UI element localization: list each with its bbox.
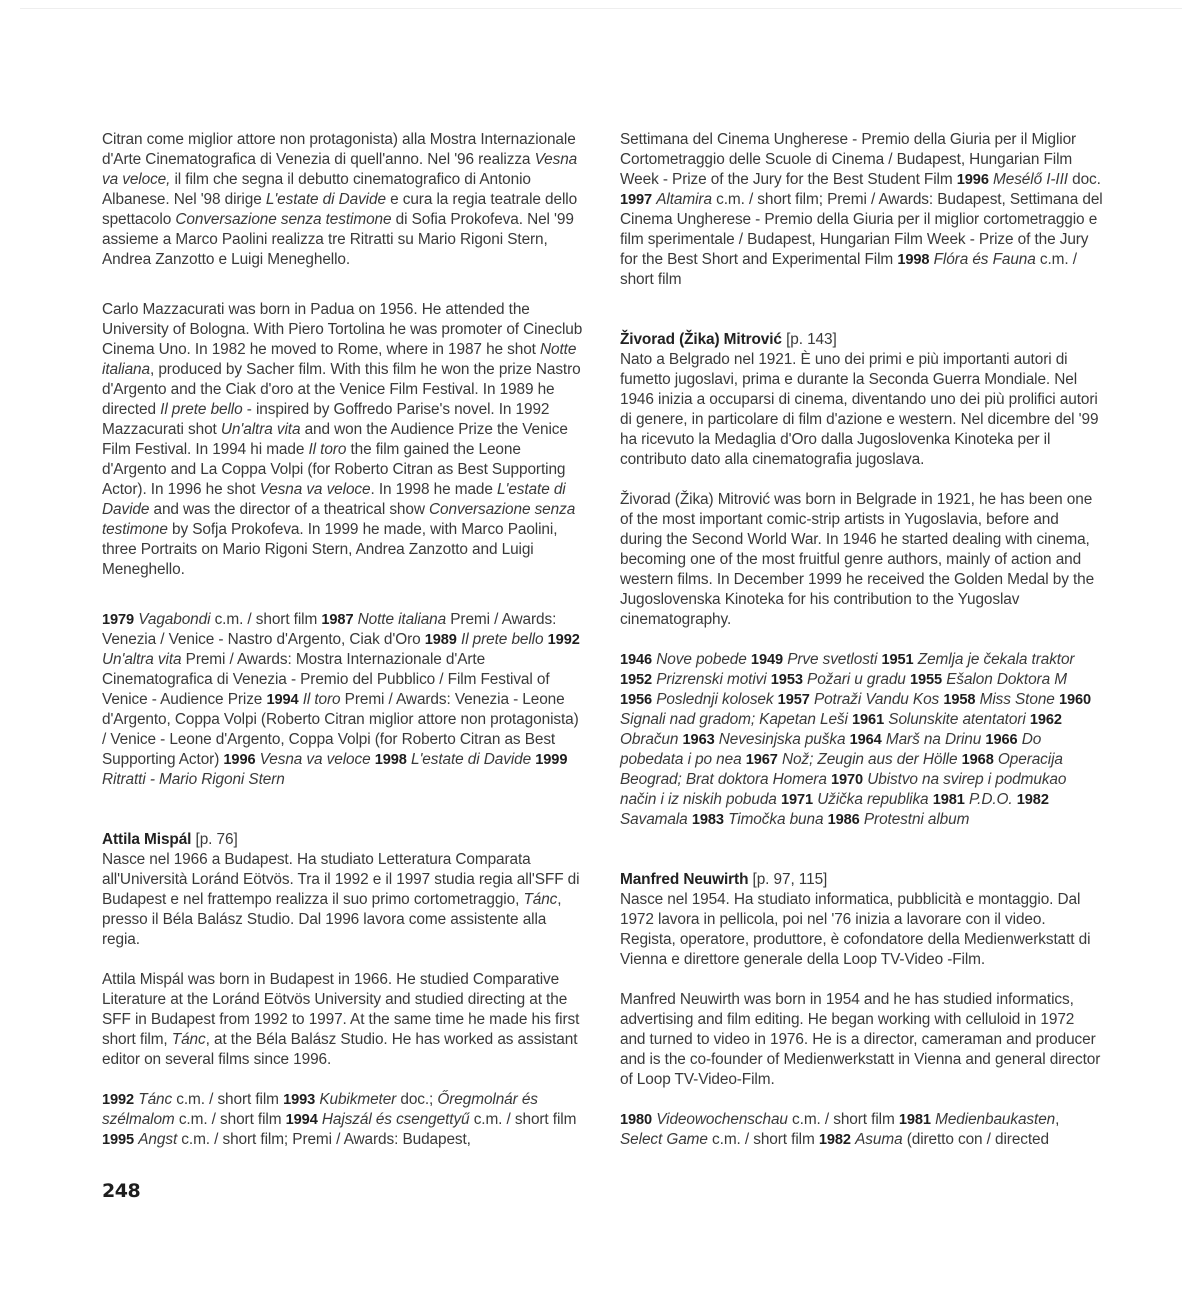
title-text: Conversazione senza testimone — [102, 501, 576, 538]
title-text: Conversazione senza testimone — [175, 211, 392, 228]
title-text: Asuma — [855, 1131, 903, 1148]
mispal-bio-en: Attila Mispál was born in Budapest in 1966. He studied Comparative Literature at the Loránd Eötvös University and studied directing at the SFF in Budapest from 1992 to 1997. At the same time he made his first short film, Tánc, at the Béla Balász Studio. He has worked as assistant editor on several films since 1996. — [102, 971, 580, 1068]
title-text: Tánc — [523, 891, 558, 908]
year: 1983 — [691, 812, 724, 828]
title-text: Poslednji kolosek — [656, 691, 774, 708]
year: 1968 — [961, 752, 994, 768]
year: 1997 — [620, 192, 653, 208]
year: 1982 — [1016, 792, 1049, 808]
title-text: Vesna va veloce — [259, 481, 371, 498]
title-text: Prve svetlosti — [787, 651, 878, 668]
title-text: Altamira — [656, 191, 712, 208]
title-text: Mesélő I-III — [993, 171, 1068, 188]
title-text: Kubikmeter — [319, 1091, 397, 1108]
year: 1957 — [777, 692, 810, 708]
year: 1951 — [881, 652, 914, 668]
year: 1946 — [620, 652, 653, 668]
title-text: Savamala — [620, 811, 688, 828]
year: 1992 — [547, 632, 580, 648]
mispal-name: Attila Mispál — [102, 831, 192, 848]
title-text: Prizrenski motivi — [656, 671, 767, 688]
year: 1955 — [909, 672, 943, 688]
title-text: Marš na Drinu — [885, 731, 982, 748]
title-text: Il prete bello — [160, 401, 243, 418]
neuwirth-name: Manfred Neuwirth — [620, 871, 749, 888]
neuwirth-bio-it: Nasce nel 1954. Ha studiato informatica, pubblicità e montaggio. Dal 1972 lavora in pellicola, poi nel '76 inizia a lavorare con il video. Regista, operatore, produttore, è cofondatore della Medienwerkstatt di Vienna e direttore generale della Loop TV-Video -Film. — [620, 891, 1091, 968]
year: 1989 — [424, 632, 457, 648]
top-rule — [20, 8, 1182, 9]
title-text: Ubistvo na svirep i podmukao način i iz niskih pobuda — [620, 771, 1067, 808]
mazzacurati-bio-it-continued: Citran come miglior attore non protagonista) alla Mostra Internazionale d'Arte Cinematografica di Venezia di quell'anno. Nel '96 realizza Vesna va veloce, il film che segna il debutto cinematografico di Antonio Albanese. Nel '98 dirige L'estate di Davide e cura la regia teatrale dello spettacolo Conversazione senza testimone di Sofia Prokofeva. Nel '99 assieme a Marco Paolini realizza tre Ritratti su Mario Rigoni Stern, Andrea Zanzotto e Luigi Meneghello. — [102, 131, 578, 268]
year: 1994 — [266, 692, 299, 708]
title-text: Tánc — [138, 1091, 173, 1108]
title-text: Nož; Zeugin aus der Hölle — [782, 751, 958, 768]
mazzacurati-filmography: 1979 Vagabondi c.m. / short film 1987 Notte italiana Premi / Awards: Venezia / Venice - Nastro d'Argento, Ciak d'Oro 1989 Il prete bello 1992 Un'altra vita Premi / Awards: Mostra Internazionale d'Arte Cinematografica di Venezia - Premio del Pubblico / Film Festival of Venice - Audience Prize 1994 Il toro Premi / Awards: Venezia - Leone d'Argento, Coppa Volpi (Roberto Citran miglior attore non protagonista) / Venice - Leone d'Argento, Coppa Volpi (for Roberto Citran as Best Supporting Actor) 1996 Vesna va veloce 1998 L'estate di Davide 1999 Ritratti - Mario Rigoni Stern — [102, 611, 580, 788]
mispal-heading — [102, 830, 585, 850]
title-text: L'estate di Davide — [102, 481, 566, 518]
title-text: Un'altra vita — [220, 421, 301, 438]
year: 1971 — [780, 792, 814, 808]
mitrovic-page-ref: [p. 143] — [781, 331, 837, 348]
title-text: Zemlja je čekala traktor — [917, 651, 1075, 668]
title-text: Užička republika — [817, 791, 929, 808]
year: 1964 — [849, 732, 882, 748]
year: 1960 — [1058, 692, 1092, 708]
year: 1995 — [102, 1132, 135, 1148]
year: 1953 — [770, 672, 803, 688]
title-text: Miss Stone — [979, 691, 1055, 708]
year: 1963 — [682, 732, 715, 748]
year: 1966 — [985, 732, 1018, 748]
year: 1992 — [102, 1092, 135, 1108]
mitrovic-heading — [620, 330, 1103, 350]
year: 1982 — [818, 1132, 851, 1148]
title-text: Flóra és Fauna — [933, 251, 1036, 268]
neuwirth-page-ref: [p. 97, 115] — [748, 871, 828, 888]
title-text: Potraži Vandu Kos — [813, 691, 940, 708]
year: 1980 — [620, 1112, 653, 1128]
title-text: Tánc — [171, 1031, 206, 1048]
year: 1987 — [321, 612, 354, 628]
year: 1970 — [830, 772, 864, 788]
title-text: Select Game — [620, 1131, 708, 1148]
neuwirth-heading — [620, 870, 1103, 890]
year: 1956 — [620, 692, 653, 708]
title-text: L'estate di Davide — [265, 191, 386, 208]
mitrovic-bio-it: Nato a Belgrado nel 1921. È uno dei primi e più importanti autori di fumetto jugoslavi, prima e durante la Seconda Guerra Mondiale. Nel 1946 inizia a occuparsi di cinema, diventando uno dei più prolifici autori di genere, in particolare di film d'azione e western. Nel dicembre del '99 ha ricevuto la Medaglia d'Oro dalla Jugoslovenka Kinoteka per il contributo dato alla cinematografia jugoslava. — [620, 351, 1099, 468]
mispal-filmography-continued: Settimana del Cinema Ungherese - Premio della Giuria per il Miglior Cortometraggio delle Scuole di Cinema / Budapest, Hungarian Film Week - Prize of the Jury for the Best Student Film 1996 Mesélő I-III doc. 1997 Altamira c.m. / short film; Premi / Awards: Budapest, Settimana del Cinema Ungherese - Premio della Giuria per il miglior cortometraggio e film sperimentale / Budapest, Hungarian Film Week - Prize of the Jury for the Best Short and Experimental Film 1998 Flóra és Fauna c.m. / short film — [620, 131, 1103, 288]
year: 1993 — [283, 1092, 316, 1108]
title-text: Őregmolnár és szélmalom — [102, 1091, 538, 1128]
title-text: Nevesinjska puška — [718, 731, 846, 748]
title-text: Ritratti - Mario Rigoni Stern — [102, 771, 285, 788]
year: 1996 — [223, 752, 256, 768]
neuwirth-bio-en: Manfred Neuwirth was born in 1954 and he has studied informatics, advertising and film editing. He began working with celluloid in 1972 and turned to video in 1976. He is a director, cameraman and producer and is the co-founder of Medienwerkstatt in Vienna and general director of Loop TV-Video-Film. — [620, 991, 1101, 1088]
title-text: Nove pobede — [656, 651, 747, 668]
year: 1961 — [852, 712, 885, 728]
year: 1994 — [285, 1112, 318, 1128]
title-text: Timočka buna — [728, 811, 824, 828]
year: 1967 — [745, 752, 778, 768]
title-text: Signali nad gradom; Kapetan Leši — [620, 711, 848, 728]
title-text: Vesna va veloce, — [102, 151, 578, 188]
title-text: Hajszál és csengettyű — [321, 1111, 470, 1128]
neuwirth-filmography: 1980 Videowochenschau c.m. / short film 1981 Medienbaukasten, Select Game c.m. / short film 1982 Asuma (diretto con / directed — [620, 1111, 1060, 1148]
year: 1958 — [943, 692, 976, 708]
year: 1998 — [897, 252, 930, 268]
title-text: Videowochenschau — [656, 1111, 788, 1128]
year: 1986 — [827, 812, 860, 828]
title-text: Obračun — [620, 731, 679, 748]
title-text: Angst — [138, 1131, 178, 1148]
title-text: L'estate di Davide — [411, 751, 532, 768]
mispal-page-ref: [p. 76] — [191, 831, 238, 848]
title-text: Solunskite atentatori — [888, 711, 1026, 728]
mazzacurati-bio-en: Carlo Mazzacurati was born in Padua on 1956. He attended the University of Bologna. With Piero Tortolina he was promoter of Cineclub Cinema Uno. In 1982 he moved to Rome, where in 1987 he shot Notte italiana, produced by Sacher film. With this film he won the prize Nastro d'Argento and the Ciak d'oro at the Venice Film Festival. In 1989 he directed Il prete bello - inspired by Goffredo Parise's novel. In 1992 Mazzacurati shot Un'altra vita and won the Audience Prize the Venice Film Festival. In 1994 hi made Il toro the film gained the Leone d'Argento and La Coppa Volpi (for Roberto Citran as Best Supporting Actor). In 1996 he shot Vesna va veloce. In 1998 he made L'estate di Davide and was the director of a theatrical show Conversazione senza testimone by Sofja Prokofeva. In 1999 he made, with Marco Paolini, three Portraits on Mario Rigoni Stern, Andrea Zanzotto and Luigi Meneghello. — [102, 301, 583, 578]
year: 1999 — [535, 752, 568, 768]
year: 1998 — [374, 752, 407, 768]
title-text: Il toro — [302, 691, 341, 708]
year: 1981 — [932, 792, 965, 808]
title-text: Il prete bello — [461, 631, 544, 648]
mitrovic-bio-en: Živorad (Žika) Mitrović was born in Belgrade in 1921, he has been one of the most important comic-strip artists in Yugoslavia, before and during the Second World War. In 1946 he started dealing with cinema, becoming one of the most fruitful genre authors, mainly of action and western films. In December 1999 he received the Golden Medal by the Jugoslovenska Kinoteka for his contribution to the Yugoslav cinematography. — [620, 491, 1095, 628]
title-text: Medienbaukasten — [935, 1111, 1056, 1128]
year: 1952 — [620, 672, 653, 688]
year: 1981 — [898, 1112, 931, 1128]
title-text: Operacija Beograd; Brat doktora Homera — [620, 751, 1063, 788]
year: 1949 — [750, 652, 783, 668]
title-text: Do pobedata i po nea — [620, 731, 1042, 768]
year: 1962 — [1029, 712, 1062, 728]
title-text: Un'altra vita — [102, 651, 182, 668]
right-column — [620, 130, 1103, 1150]
mispal-bio-it: Nasce nel 1966 a Budapest. Ha studiato Letteratura Comparata all'Università Loránd Eötvös. Tra il 1992 e il 1997 studia regia all'SFF di Budapest e nel frattempo realizza il suo primo cortometraggio, Tánc, presso il Béla Balász Studio. Dal 1996 lavora come assistente alla regia. — [102, 851, 580, 948]
title-text: Notte italiana — [102, 341, 577, 378]
year: 1996 — [956, 172, 989, 188]
title-text: Vesna va veloce — [259, 751, 371, 768]
mispal-filmography: 1992 Tánc c.m. / short film 1993 Kubikmeter doc.; Őregmolnár és szélmalom c.m. / short film 1994 Hajszál és csengettyű c.m. / short film 1995 Angst c.m. / short film; Premi / Awards: Budapest, — [102, 1091, 577, 1148]
title-text: Vagabondi — [138, 611, 211, 628]
page-number: 248 — [102, 1180, 141, 1202]
title-text: P.D.O. — [968, 791, 1013, 808]
title-text: Il toro — [308, 441, 347, 458]
left-column — [102, 130, 585, 1150]
mitrovic-filmography — [620, 650, 1103, 830]
year: 1979 — [102, 612, 135, 628]
mitrovic-name: Živorad (Žika) Mitrović — [620, 331, 782, 348]
title-text: Protestni album — [863, 811, 970, 828]
title-text: Notte italiana — [357, 611, 447, 628]
title-text: Ešalon Doktora M — [946, 671, 1067, 688]
title-text: Požari u gradu — [807, 671, 906, 688]
